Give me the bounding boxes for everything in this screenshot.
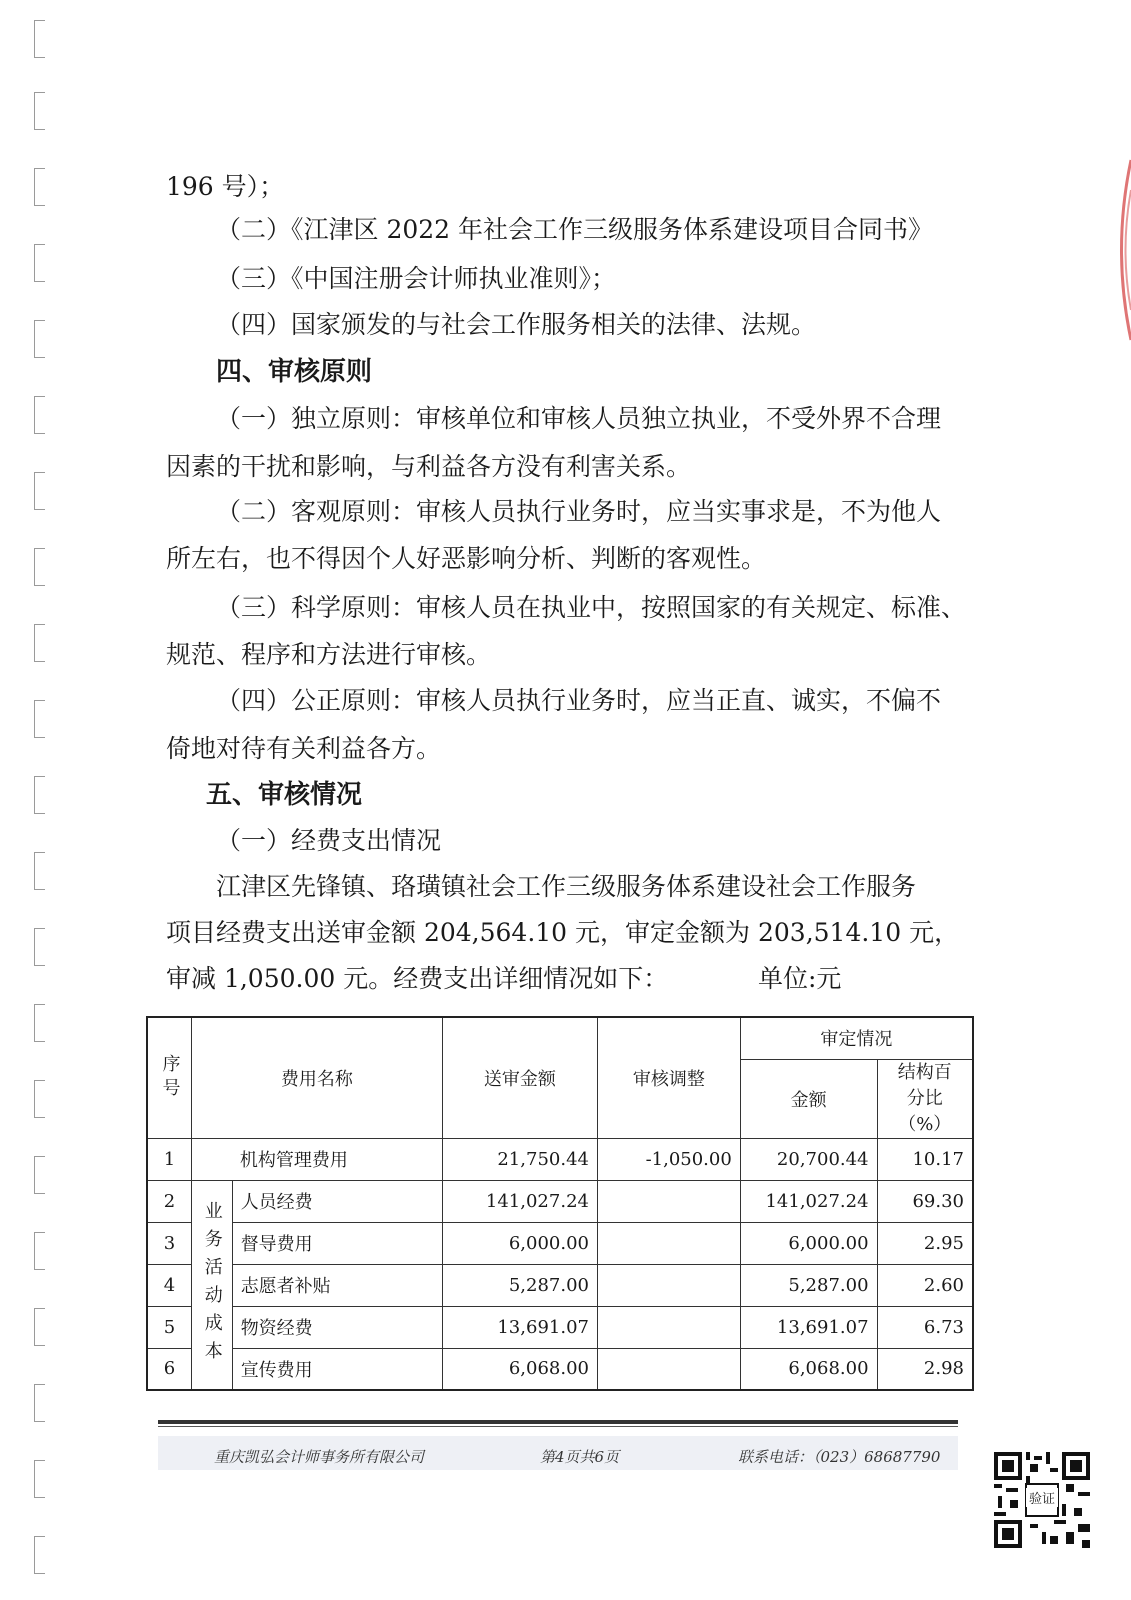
text-line: 196 号）； <box>166 172 285 201</box>
cell-seq: 4 <box>147 1264 191 1306</box>
cell-adjust <box>597 1348 740 1390</box>
text-line: （二）《江津区 2022 年社会工作三级服务体系建设项目合同书》 <box>216 215 934 244</box>
text-line: （二）客观原则：审核人员执行业务时，应当实事求是，不为他人 <box>216 497 942 526</box>
seal-fragment <box>1110 150 1131 350</box>
text-line: （四）公正原则：审核人员执行业务时，应当正直、诚实，不偏不 <box>216 686 942 715</box>
section-heading-5: 五、审核情况 <box>206 780 363 810</box>
cell-submitted: 5,287.00 <box>442 1264 597 1306</box>
text-line: 项目经费支出送审金额 204,564.10 元，审定金额为 203,514.10 元， <box>166 918 960 947</box>
text-line: 规范、程序和方法进行审核。 <box>166 640 492 669</box>
cell-name: 督导费用 <box>232 1222 442 1264</box>
cell-ratio: 6.73 <box>877 1306 973 1348</box>
group-label: 业务活动成本 <box>191 1180 232 1390</box>
cell-adjust <box>597 1306 740 1348</box>
header-name: 费用名称 <box>191 1017 442 1138</box>
cell-ratio: 2.95 <box>877 1222 973 1264</box>
cell-seq: 6 <box>147 1348 191 1390</box>
cell-ratio: 10.17 <box>877 1138 973 1180</box>
cell-name: 物资经费 <box>232 1306 442 1348</box>
cell-seq: 3 <box>147 1222 191 1264</box>
table-row <box>147 1138 973 1180</box>
footer-phone: 联系电话：（023）68687790 <box>738 1448 941 1466</box>
cell-submitted: 13,691.07 <box>442 1306 597 1348</box>
cell-amount: 141,027.24 <box>740 1180 877 1222</box>
footer-page-number: 第4页共6页 <box>540 1448 620 1466</box>
cell-adjust: -1,050.00 <box>597 1138 740 1180</box>
cell-name: 人员经费 <box>232 1180 442 1222</box>
cell-submitted: 141,027.24 <box>442 1180 597 1222</box>
cell-seq: 1 <box>147 1138 191 1180</box>
table-row <box>147 1180 973 1222</box>
text-line: 倚地对待有关利益各方。 <box>166 734 442 763</box>
cell-seq: 2 <box>147 1180 191 1222</box>
cell-adjust <box>597 1264 740 1306</box>
cell-submitted: 6,000.00 <box>442 1222 597 1264</box>
table-row <box>147 1348 973 1390</box>
subsection-heading: （一）经费支出情况 <box>216 826 442 855</box>
header-seq: 序号 <box>147 1017 191 1138</box>
cell-ratio: 69.30 <box>877 1180 973 1222</box>
footer-company: 重庆凯弘会计师事务所有限公司 <box>214 1448 425 1466</box>
cell-submitted: 21,750.44 <box>442 1138 597 1180</box>
cell-submitted: 6,068.00 <box>442 1348 597 1390</box>
verification-qr-code <box>994 1452 1090 1548</box>
cell-amount: 6,000.00 <box>740 1222 877 1264</box>
cell-amount: 5,287.00 <box>740 1264 877 1306</box>
unit-label: 单位:元 <box>758 964 842 993</box>
header-approved-group: 审定情况 <box>740 1017 973 1059</box>
expense-table <box>146 1016 974 1391</box>
text-line: 江津区先锋镇、珞璜镇社会工作三级服务体系建设社会工作服务 <box>216 872 917 901</box>
section-heading-4: 四、审核原则 <box>216 357 373 387</box>
footer-rule <box>158 1420 958 1424</box>
qr-label: 验证 <box>1026 1488 1058 1507</box>
header-amount: 金额 <box>740 1059 877 1138</box>
text-line: （四）国家颁发的与社会工作服务相关的法律、法规。 <box>216 310 817 339</box>
cell-ratio: 2.98 <box>877 1348 973 1390</box>
text-line: （三）科学原则：审核人员在执业中，按照国家的有关规定、标准、 <box>216 593 967 622</box>
cell-amount: 6,068.00 <box>740 1348 877 1390</box>
table-row <box>147 1222 973 1264</box>
text-line: 所左右，也不得因个人好恶影响分析、判断的客观性。 <box>166 544 767 573</box>
footer-rule <box>158 1426 958 1427</box>
cell-ratio: 2.60 <box>877 1264 973 1306</box>
text-line: 因素的干扰和影响，与利益各方没有利害关系。 <box>166 452 692 481</box>
table-row <box>147 1264 973 1306</box>
cell-adjust <box>597 1180 740 1222</box>
cell-amount: 13,691.07 <box>740 1306 877 1348</box>
cell-adjust <box>597 1222 740 1264</box>
cell-name: 志愿者补贴 <box>232 1264 442 1306</box>
text-line: （一）独立原则：审核单位和审核人员独立执业，不受外界不合理 <box>216 404 942 433</box>
header-submitted: 送审金额 <box>442 1017 597 1138</box>
table-row <box>147 1306 973 1348</box>
text-line: 审减 1,050.00 元。经费支出详细情况如下： <box>166 964 669 993</box>
cell-name: 宣传费用 <box>232 1348 442 1390</box>
header-ratio: 结构百分比（%） <box>877 1059 973 1138</box>
cell-amount: 20,700.44 <box>740 1138 877 1180</box>
cell-name: 机构管理费用 <box>191 1138 442 1180</box>
text-line: （三）《中国注册会计师执业准则》； <box>216 264 617 293</box>
cell-seq: 5 <box>147 1306 191 1348</box>
header-adjust: 审核调整 <box>597 1017 740 1138</box>
